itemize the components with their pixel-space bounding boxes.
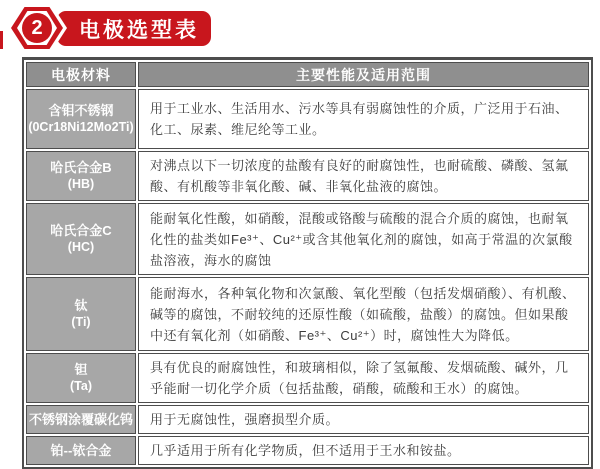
performance-cell: 具有优良的耐腐蚀性，和玻璃相似，除了氢氟酸、发烟硫酸、碱外，几乎能耐一切化学介质（包括盐酸，硝酸，硫酸和王水）的腐蚀。 [138,353,589,403]
performance-cell: 能耐海水，各种氧化物和次氯酸、氧化型酸（包括发烟硝酸）、有机酸、碱等的腐蚀，不耐较纯的还原性酸（如硫酸，盐酸）的腐蚀。但如果酸中还有氧化剂（如硝酸、Fe³⁺、Cu²⁺）时，腐蚀性大为降低。 [138,277,589,351]
column-header-performance: 主要性能及适用范围 [138,62,589,87]
table-row [26,203,589,275]
performance-cell: 几乎适用于所有化学物质，但不适用于王水和铵盐。 [138,436,589,465]
performance-cell: 对沸点以下一切浓度的盐酸有良好的耐腐蚀性，也耐硫酸、磷酸、氢氟酸、有机酸等非氧化酸、碱、非氧化盐液的腐蚀。 [138,151,589,201]
material-name: 哈氏合金C [50,223,112,238]
column-header-material: 电极材料 [26,62,136,87]
performance-cell: 用于工业水、生活用水、污水等具有弱腐蚀性的介质，广泛用于石油、化工、尿素、维尼纶等工业。 [138,89,589,149]
left-accent-mark [0,31,3,49]
material-cell [26,405,136,434]
title-banner [57,11,211,46]
table-row [26,405,589,434]
material-grade: (HC) [67,240,95,254]
material-grade: (0Cr18Ni12Mo2Ti) [28,120,134,134]
material-grade: (HB) [67,177,95,191]
material-grade: (Ti) [71,315,91,329]
table-row [26,353,589,403]
table-row [26,89,589,149]
material-name: 钛 [74,298,88,313]
table-row [26,151,589,201]
material-cell [26,151,136,201]
material-grade: (Ta) [70,379,92,393]
material-name: 铂--铱合金 [50,443,112,458]
electrode-selection-table [22,57,593,469]
material-name: 含钼不锈钢 [48,103,114,118]
badge-number: 2 [31,17,43,39]
material-cell [26,89,136,149]
number-badge [22,13,52,43]
table-row [26,436,589,465]
material-name: 钽 [74,362,88,377]
material-cell [26,353,136,403]
material-cell [26,436,136,465]
material-name: 哈氏合金B [50,160,112,175]
page-title: 电极选型表 [79,18,199,42]
performance-cell: 用于无腐蚀性，强磨损型介质。 [138,405,589,434]
material-cell [26,203,136,275]
performance-cell: 能耐氧化性酸，如硝酸，混酸或铬酸与硫酸的混合介质的腐蚀，也耐氧化性的盐类如Fe³⁺、Cu²⁺或含其他氧化剂的腐蚀，如高于常温的次氯酸盐溶液，海水的腐蚀 [138,203,589,275]
table-row [26,277,589,351]
table-header-row [26,62,589,87]
material-name: 不锈钢涂覆碳化钨 [28,412,133,427]
material-cell [26,277,136,351]
